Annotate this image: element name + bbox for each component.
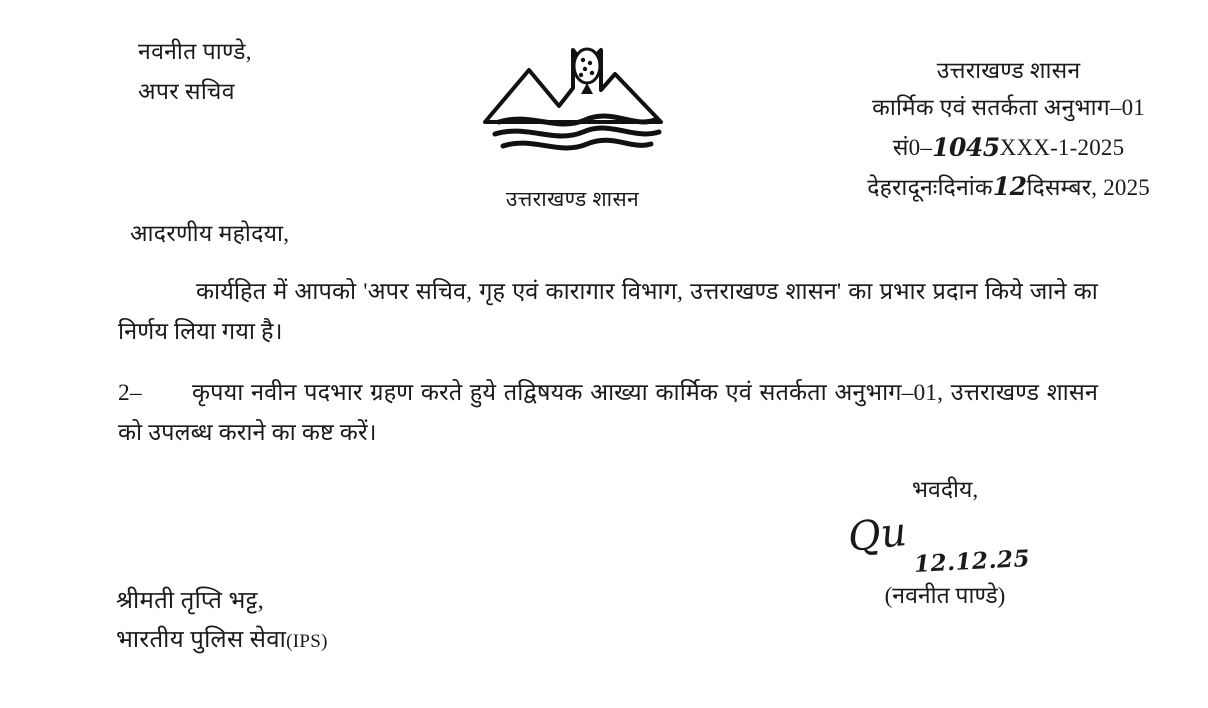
sender-name: नवनीत पाण्डे,: [138, 39, 252, 64]
addressee-service: [116, 621, 328, 660]
emblem-block: [470, 36, 675, 213]
closing-salute: भवदीय,: [911, 477, 979, 502]
signature-mark: Qu: [845, 509, 909, 561]
signature-date: 12.12.25: [913, 544, 1031, 579]
body-paragraph-1-text: कार्यहित में आपको 'अपर सचिव, गृह एवं कारागार विभाग, उत्तराखण्ड शासन' का प्रभार प्रदान किये जाने का निर्णय लिया गया है।: [118, 279, 1098, 346]
date-suffix: दिसम्बर, 2025: [1026, 175, 1150, 200]
body-paragraph-1: [118, 272, 1098, 353]
letterhead-line-1: उत्तराखण्ड शासन: [936, 58, 1081, 83]
signatory-name: (नवनीत पाण्डे): [884, 583, 1006, 608]
sender-block: [138, 32, 252, 113]
emblem-caption: उत्तराखण्ड शासन: [505, 187, 640, 211]
letter-date: [867, 167, 1150, 208]
salutation: आदरणीय महोदया,: [130, 221, 290, 246]
letter-body: [118, 272, 1098, 474]
body-paragraph-2: [118, 373, 1098, 454]
addressee-service-text: भारतीय पुलिस सेवा: [116, 626, 287, 653]
body-paragraph-2-text: कृपया नवीन पदभार ग्रहण करते हुये तद्विषयक आख्या कार्मिक एवं सतर्कता अनुभाग–01, उत्तराखण्ड शासन को उपलब्ध कराने का कष्ट करें।: [118, 379, 1098, 447]
body-paragraph-2-number: 2–: [118, 379, 142, 406]
signature-area: [830, 504, 1060, 578]
addressee-service-suffix: (IPS): [286, 630, 328, 652]
reference-number: [867, 127, 1150, 168]
closing-block: [830, 472, 1060, 610]
letterhead-line-2: कार्मिक एवं सतर्कता अनुभाग–01: [872, 95, 1146, 121]
reference-handwritten: 1045: [932, 132, 1000, 162]
addressee-block: [116, 582, 328, 660]
uttarakhand-state-emblem-icon: [473, 163, 673, 180]
date-prefix: देहरादूनःदिनांक: [867, 175, 993, 200]
reference-prefix: सं0–: [892, 134, 933, 160]
letterhead-block: [867, 52, 1150, 208]
addressee-name: श्रीमती तृप्ति भट्ट,: [116, 588, 265, 614]
reference-suffix: XXX-1-2025: [999, 134, 1125, 160]
sender-designation: अपर सचिव: [138, 79, 235, 105]
date-handwritten: 12: [992, 172, 1027, 201]
